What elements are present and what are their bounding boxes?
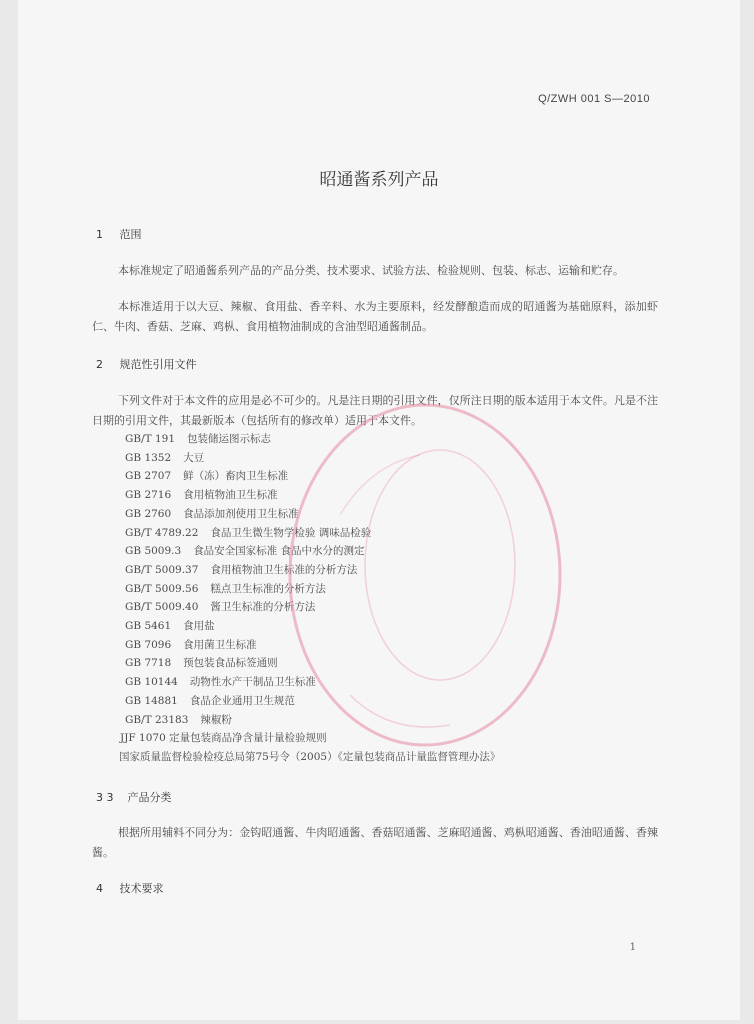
reference-code: GB/T 5009.40 <box>125 601 199 614</box>
reference-item <box>125 673 371 692</box>
document-title: 昭通酱系列产品 <box>319 170 439 190</box>
reference-name: 动物性水产干制品卫生标准 <box>189 676 316 689</box>
section-heading-scope <box>96 226 142 242</box>
reference-name: 包装储运图示标志 <box>187 433 272 445</box>
section-heading-classification <box>96 789 172 805</box>
reference-name: 食品添加剂使用卫生标准 <box>183 507 299 520</box>
document-page <box>18 0 740 1020</box>
section-title: 产品分类 <box>127 791 172 804</box>
reference-code: GB/T 5009.37 <box>125 563 199 576</box>
reference-item <box>125 580 371 599</box>
reference-code: GB 2760 <box>125 507 172 520</box>
classification-paragraph: 根据所用辅料不同分为：金钩昭通酱、牛肉昭通酱、香菇昭通酱、芝麻昭通酱、鸡枞昭通酱、香油昭通酱、香辣酱。 <box>92 826 658 859</box>
scope-paragraph-2: 本标准适用于以大豆、辣椒、食用盐、香辛料、水为主要原料，经发酵酿造而成的昭通酱为基础原料，添加虾仁、牛肉、香菇、芝麻、鸡枞、食用植物油制成的含油型昭通酱制品。 <box>92 300 658 333</box>
reference-item <box>125 598 371 617</box>
reference-code: GB/T 23183 <box>125 713 189 726</box>
reference-jjf: JJF 1070 定量包装商品净含量计量检验规则 <box>120 732 327 744</box>
section-title: 技术要求 <box>119 882 164 895</box>
reference-code: GB 5461 <box>125 620 172 633</box>
reference-name: 预包装食品标签通则 <box>183 657 278 670</box>
standard-code: Q/ZWH 001 S—2010 <box>538 93 650 105</box>
normative-intro: 下列文件对于本文件的应用是必不可少的。凡是注日期的引用文件，仅所注日期的版本适用于本文件。凡是不注日期的引用文件，其最新版本（包括所有的修改单）适用于本文件。 <box>92 394 658 427</box>
reference-code: GB 14881 <box>125 694 178 707</box>
reference-code: GB 7096 <box>125 638 172 651</box>
reference-name: 酱卫生标准的分析方法 <box>210 601 316 614</box>
reference-code: GB/T 191 <box>125 433 176 445</box>
reference-list <box>125 430 371 729</box>
reference-name: 食用植物油卫生标准的分析方法 <box>210 563 358 576</box>
reference-code: GB/T 4789.22 <box>125 526 199 539</box>
section-title: 规范性引用文件 <box>119 358 197 371</box>
reference-name: 大豆 <box>183 451 205 464</box>
reference-code: GB 2716 <box>125 489 172 502</box>
reference-item <box>125 467 371 486</box>
reference-code: GB 7718 <box>125 657 172 670</box>
reference-name: 食品企业通用卫生规范 <box>189 694 295 707</box>
reference-code: GB 10144 <box>125 676 178 689</box>
reference-name: 食用植物油卫生标准 <box>183 489 278 502</box>
reference-item <box>125 486 371 505</box>
reference-name: 辣椒粉 <box>200 713 232 726</box>
section-heading-normative <box>96 356 197 372</box>
section-number: 4 <box>96 882 103 895</box>
reference-name: 食用菌卫生标准 <box>183 638 257 651</box>
reference-item <box>125 561 371 580</box>
reference-item <box>125 617 371 636</box>
reference-item <box>125 505 371 524</box>
reference-item <box>125 524 371 543</box>
section-number: 3 3 <box>96 791 114 804</box>
section-number: 2 <box>96 358 103 371</box>
reference-name: 食品卫生微生物学检验 调味品检验 <box>210 526 372 539</box>
reference-name: 鲜（冻）畜肉卫生标准 <box>183 470 289 483</box>
reference-item <box>125 711 371 730</box>
section-heading-technical <box>96 880 164 896</box>
reference-item <box>125 654 371 673</box>
reference-code: GB 5009.3 <box>125 545 182 558</box>
reference-name: 食品安全国家标准 食品中水分的测定 <box>193 545 365 558</box>
page-number: 1 <box>629 942 636 953</box>
reference-item <box>125 636 371 655</box>
reference-name: 食用盐 <box>183 620 215 633</box>
scope-paragraph-1: 本标准规定了昭通酱系列产品的产品分类、技术要求、试验方法、检验规则、包装、标志、运输和贮存。 <box>118 264 624 277</box>
reference-item <box>125 692 371 711</box>
reference-order: 国家质量监督检验检疫总局第75号令（2005）《定量包装商品计量监督管理办法》 <box>119 751 501 763</box>
reference-item <box>125 449 371 468</box>
section-title: 范围 <box>119 228 142 241</box>
reference-name: 糕点卫生标准的分析方法 <box>210 582 326 595</box>
reference-item <box>125 542 371 561</box>
reference-code: GB 1352 <box>125 451 172 464</box>
reference-item <box>125 430 371 449</box>
reference-code: GB 2707 <box>125 470 172 483</box>
section-number: 1 <box>96 228 103 241</box>
reference-code: GB/T 5009.56 <box>125 582 199 595</box>
